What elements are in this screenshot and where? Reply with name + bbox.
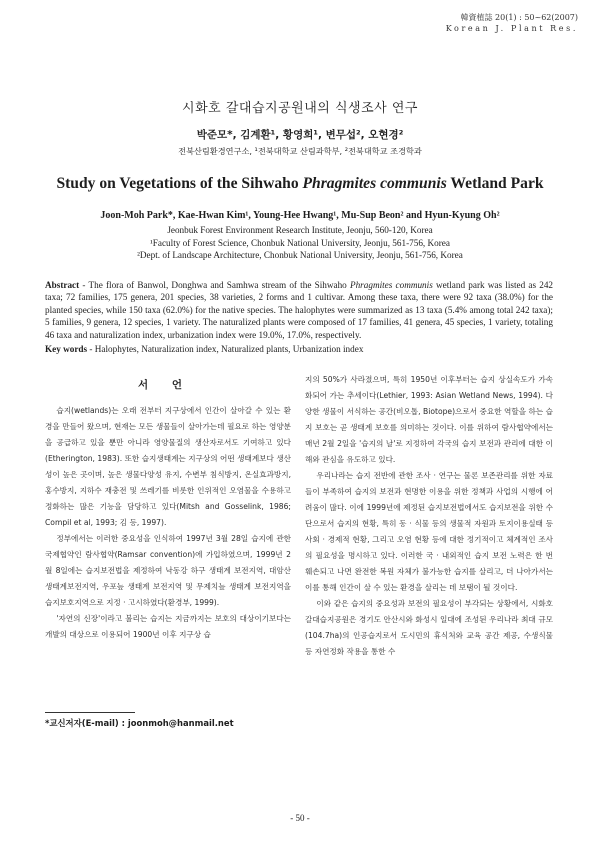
title-english	[0, 175, 600, 193]
corresponding-author-footnote: *교신저자(E-mail) : joonmoh@hanmail.net	[45, 718, 234, 728]
body-paragraph: 지의 50%가 사라졌으며, 특히 1950년 이후부터는 습지 상실속도가 가속화되어 가는 추세이다(Lethier, 1993: Asian Wetland News, 1994). 다양한 생물이 서식하는 공간(비오톱, Biotope)으로서 중요한 역할을 하는 습지 보호는 곧 생태계 보호를 의미하는 것이다. 이를 위하여 람사협약에서는 매년 2월 2일을 '습지의 날'로 지정하여 각국의 습지 보전과 관리에 대한 이해와 관심을 유도하고 있다.	[305, 375, 553, 464]
body-column-left	[45, 403, 291, 643]
abstract-label: Abstract	[45, 280, 80, 290]
abstract	[45, 279, 553, 341]
abstract-text-b: wetland park was listed as 242 taxa; 72 families, 175 genera, 201 species, 38 varieties, 2 forms and 1 cultivar. Among these taxa, there were 92 taxa (38.0%) for the planted species, while 150 taxa (62.0%) for the native species. The halophytes were summarized as 13 taxa (5.4% among total 242 taxa); 5 families, 9 genera, 12 species, 1 variety. The naturalized plants were composed of 17 families, 41 genera, 45 species, 1 variety, totaling 46 taxa and naturalization index, urbanization index were 19.0%, 17.0%, respectively.	[45, 280, 554, 340]
body-paragraph: 습지(wetlands)는 오래 전부터 지구상에서 인간이 살아갈 수 있는 환경을 만들어 왔으며, 현재는 모든 생물들이 살아가는데 필요로 하는 영양분을 공급하고 있을 뿐만 아니라 영양물질의 생산자로서도 기여하고 있다(Etherington, 1983). 또한 습지생태계는 지구상의 어떤 생태계보다 생산성이 높은 곳이며, 높은 생물다양성 유지, 수변부 침식방지, 온실효과방지, 홍수방지, 지하수 재충전 및 쓰레기를 비롯한 인위적인 오염물을 수용하고 정화하는 많은 기능을 담당하고 있다(Mitsh and Gosselink, 1986; Compil et al, 1993; 김 등, 1997).	[45, 406, 291, 527]
title-english-part-b: Wetland Park	[446, 175, 544, 192]
body-paragraph: 이와 같은 습지의 중요성과 보전의 필요성이 부각되는 상황에서, 시화호 갈대습지공원은 경기도 안산시와 화성시 일대에 조성된 우리나라 최대 규모(104.7ha)의 인공습지로서 도시민의 휴식처와 교육 공간 제공, 수생식물 등 자연정화 작용을 통한 수	[305, 599, 553, 656]
affiliation-line: ²Dept. of Landscape Architecture, Chonbuk National University, Jeonju, 561-756, Korea	[137, 250, 463, 260]
journal-citation	[446, 12, 578, 34]
keywords-text: - Halophytes, Naturalization index, Naturalized plants, Urbanization index	[87, 344, 364, 354]
affiliations-korean: 전북산림환경연구소, ¹전북대학교 산림과학부, ²전북대학교 조경학과	[178, 146, 422, 156]
body-paragraph: 정부에서는 이러한 중요성을 인식하여 1997년 3월 28일 습지에 관한 국제협약인 람사협약(Ramsar convention)에 가입하였으며, 1999년 2월 8일에는 습지보전법을 제정하여 낙동강 하구 생태계 보전지역, 대암산 생태계보전지역, 우포늪 생태계 보전지역 및 무제치늪 생태계 보전지역을 습지보호지역으로 지정 · 고시하였다(환경부, 1999).	[45, 534, 291, 607]
title-english-species: Phragmites communis	[302, 175, 447, 192]
body-column-right	[305, 372, 553, 660]
footnote-divider	[45, 712, 135, 713]
section-title-introduction: 서 언	[138, 379, 192, 391]
body-paragraph: '자연의 신장'이라고 불리는 습지는 지금까지는 보호의 대상이기보다는 개발의 대상으로 이용되어 1900년 이후 지구상 습	[45, 614, 291, 639]
abstract-text-a: - The flora of Banwol, Donghwa and Samhwa stream of the Sihwaho	[79, 280, 350, 290]
abstract-species: Phragmites communis	[349, 280, 433, 290]
affiliation-line: ¹Faculty of Forest Science, Chonbuk National University, Jeonju, 561-756, Korea	[150, 237, 450, 248]
keywords-label: Key words	[45, 344, 88, 354]
affiliation-line: Jeonbuk Forest Environment Research Institute, Jeonju, 560-120, Korea	[167, 225, 433, 235]
title-english-part-a: Study on Vegetations of the Sihwaho	[56, 175, 303, 192]
authors-english: Joon-Moh Park*, Kae-Hwan Kim¹, Young-Hee Hwang¹, Mu-Sup Beon² and Hyun-Kyung Oh²	[100, 210, 500, 221]
page-number: - 50 -	[290, 813, 310, 823]
keywords	[45, 344, 553, 354]
affiliations-english	[0, 224, 600, 262]
journal-name: Korean J. Plant Res.	[445, 24, 578, 33]
body-paragraph: 우리나라는 습지 전반에 관한 조사 · 연구는 물론 보존관리를 위한 자료들이 부족하여 습지의 보전과 현명한 이용을 위한 정책과 사업의 시행에 어려움이 많다. 이에 1999년에 제정된 습지보전법에서도 습지보전을 위한 수단으로서 습지의 현황, 특히 동 · 식물 등의 생물적 자원과 토지이용실태 등 사회 · 경제적 현황, 그리고 오염 현황 등에 대한 정기적이고 체계적인 조사의 필요성을 명시하고 있다. 이러한 국 · 내외적인 습지 보전 노력은 한 번 훼손되고 나면 완전한 복원 자체가 불가능한 습지를 살리고, 더 나아가서는 이를 통해 인간이 살 수 있는 환경을 살리는 데 보탬이 될 것이다.	[305, 471, 553, 592]
journal-volume: 韓資植誌 20(1) : 50~62(2007)	[460, 13, 578, 22]
authors-korean: 박준모*, 김계환¹, 황영희¹, 변무섭², 오현경²	[196, 129, 404, 141]
title-korean: 시화호 갈대습지공원내의 식생조사 연구	[182, 101, 418, 116]
